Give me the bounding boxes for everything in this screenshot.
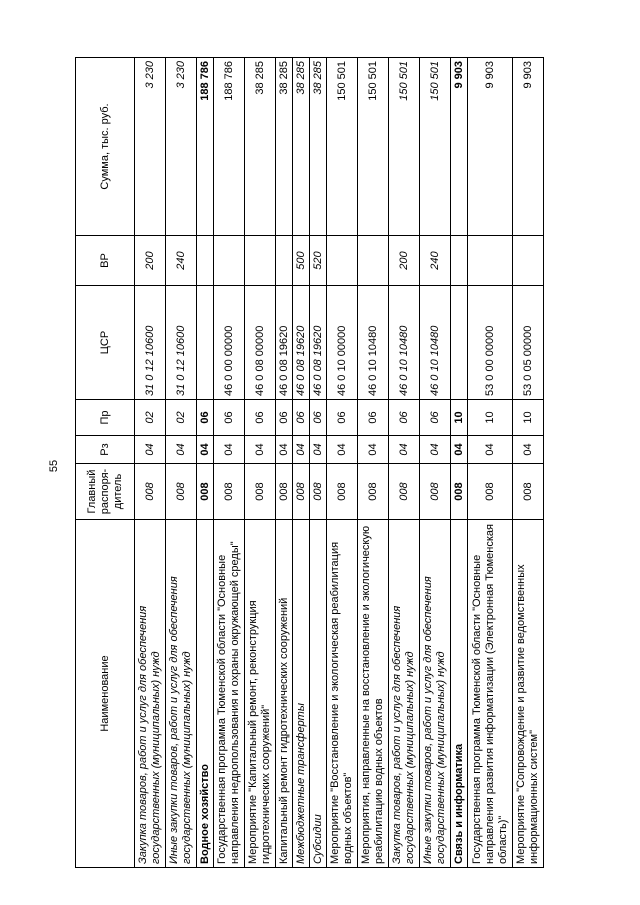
row-sum: 9 903 [468, 58, 513, 236]
row-csr: 53 0 05 00000 [513, 286, 544, 400]
row-csr: 46 0 08 19620 [276, 286, 293, 400]
row-sum: 9 903 [513, 58, 544, 236]
table-row [327, 58, 358, 868]
row-rz: 04 [513, 436, 544, 464]
row-vr [513, 236, 544, 286]
row-vr: 200 [135, 236, 166, 286]
row-name: Водное хозяйство [197, 520, 214, 868]
table-header-row [76, 58, 135, 868]
row-vr [468, 236, 513, 286]
row-rz: 04 [451, 436, 468, 464]
table-row [451, 58, 468, 868]
row-sum: 38 285 [245, 58, 276, 236]
row-rz: 04 [245, 436, 276, 464]
table-row [468, 58, 513, 868]
row-pr: 06 [276, 400, 293, 436]
table-row [276, 58, 293, 868]
row-gr: 008 [327, 464, 358, 520]
row-sum: 188 786 [197, 58, 214, 236]
header-csr: ЦСР [76, 286, 135, 400]
row-gr: 008 [197, 464, 214, 520]
row-gr: 008 [513, 464, 544, 520]
row-gr: 008 [293, 464, 310, 520]
row-pr: 06 [293, 400, 310, 436]
row-csr [451, 286, 468, 400]
row-gr: 008 [451, 464, 468, 520]
row-gr: 008 [310, 464, 327, 520]
row-pr: 10 [468, 400, 513, 436]
row-name: Государственная программа Тюменской области "Основные направления недропользования и охраны окружающей среды" [214, 520, 245, 868]
row-gr: 008 [420, 464, 451, 520]
row-pr: 06 [420, 400, 451, 436]
row-pr: 02 [166, 400, 197, 436]
row-sum: 150 501 [327, 58, 358, 236]
row-name: Межбюджетные трансферты [293, 520, 310, 868]
row-pr: 06 [197, 400, 214, 436]
row-gr: 008 [166, 464, 197, 520]
row-pr: 06 [245, 400, 276, 436]
row-pr: 06 [389, 400, 420, 436]
row-name: Закупка товаров, работ и услуг для обеспечения государственных (муниципальных) нужд [135, 520, 166, 868]
row-vr [451, 236, 468, 286]
header-rz: Рз [76, 436, 135, 464]
row-csr: 31 0 12 10600 [166, 286, 197, 400]
table-row [197, 58, 214, 868]
row-vr [276, 236, 293, 286]
header-sum: Сумма, тыс. руб. [76, 58, 135, 236]
row-csr: 46 0 10 00000 [327, 286, 358, 400]
row-sum: 38 285 [276, 58, 293, 236]
row-rz: 04 [166, 436, 197, 464]
row-sum: 3 230 [166, 58, 197, 236]
row-vr: 500 [293, 236, 310, 286]
row-pr: 10 [513, 400, 544, 436]
row-name: Государственная программа Тюменской области "Основные направления развития информатизации (Электронная Тюменская область)" [468, 520, 513, 868]
row-sum: 38 285 [293, 58, 310, 236]
table-row [513, 58, 544, 868]
row-rz: 04 [327, 436, 358, 464]
row-pr: 06 [214, 400, 245, 436]
header-vr: ВР [76, 236, 135, 286]
row-rz: 04 [276, 436, 293, 464]
row-rz: 04 [135, 436, 166, 464]
row-name: Мероприятие "Капитальный ремонт, реконструкция гидротехнических сооружений" [245, 520, 276, 868]
row-pr: 02 [135, 400, 166, 436]
row-name: Капитальный ремонт гидротехнических сооружений [276, 520, 293, 868]
table-body [135, 58, 544, 868]
row-vr: 240 [420, 236, 451, 286]
row-gr: 008 [135, 464, 166, 520]
row-name: Иные закупки товаров, работ и услуг для обеспечения государственных (муниципальных) нужд [166, 520, 197, 868]
row-rz: 04 [197, 436, 214, 464]
row-vr [245, 236, 276, 286]
row-csr: 31 0 12 10600 [135, 286, 166, 400]
row-rz: 04 [468, 436, 513, 464]
row-rz: 04 [358, 436, 389, 464]
row-rz: 04 [420, 436, 451, 464]
table-row [310, 58, 327, 868]
table-row [389, 58, 420, 868]
row-csr: 46 0 10 10480 [420, 286, 451, 400]
row-name: Мероприятия, направленные на восстановление и экологическую реабилитацию водных объектов [358, 520, 389, 868]
row-sum: 150 501 [358, 58, 389, 236]
row-gr: 008 [214, 464, 245, 520]
row-rz: 04 [293, 436, 310, 464]
row-rz: 04 [389, 436, 420, 464]
row-sum: 150 501 [389, 58, 420, 236]
row-csr [197, 286, 214, 400]
row-gr: 008 [245, 464, 276, 520]
row-csr: 53 0 00 00000 [468, 286, 513, 400]
row-pr: 10 [451, 400, 468, 436]
row-csr: 46 0 10 10480 [389, 286, 420, 400]
row-sum: 38 285 [310, 58, 327, 236]
row-vr [358, 236, 389, 286]
row-gr: 008 [276, 464, 293, 520]
row-vr [214, 236, 245, 286]
row-pr: 06 [358, 400, 389, 436]
row-vr: 520 [310, 236, 327, 286]
row-csr: 46 0 08 19620 [293, 286, 310, 400]
row-name: Закупка товаров, работ и услуг для обеспечения государственных (муниципальных) нужд [389, 520, 420, 868]
header-gr: Главный распоря-дитель [76, 464, 135, 520]
row-name: Мероприятие "Восстановление и экологическая реабилитация водных объектов" [327, 520, 358, 868]
row-csr: 46 0 10 10480 [358, 286, 389, 400]
row-sum: 150 501 [420, 58, 451, 236]
table-row [245, 58, 276, 868]
row-vr [327, 236, 358, 286]
table-row [293, 58, 310, 868]
row-rz: 04 [310, 436, 327, 464]
header-name: Наименование [76, 520, 135, 868]
row-vr: 240 [166, 236, 197, 286]
row-pr: 06 [310, 400, 327, 436]
row-vr: 200 [389, 236, 420, 286]
page-number: 55 [48, 459, 60, 473]
budget-table [75, 57, 544, 868]
row-sum: 188 786 [214, 58, 245, 236]
row-gr: 008 [468, 464, 513, 520]
budget-table-wrapper [75, 58, 565, 868]
row-sum: 3 230 [135, 58, 166, 236]
header-pr: Пр [76, 400, 135, 436]
row-name: Мероприятие "Сопровождение и развитие ведомственных информационных систем" [513, 520, 544, 868]
row-csr: 46 0 00 00000 [214, 286, 245, 400]
row-csr: 46 0 08 19620 [310, 286, 327, 400]
table-row [358, 58, 389, 868]
row-gr: 008 [358, 464, 389, 520]
row-name: Связь и информатика [451, 520, 468, 868]
table-row [166, 58, 197, 868]
row-gr: 008 [389, 464, 420, 520]
table-row [420, 58, 451, 868]
row-pr: 06 [327, 400, 358, 436]
row-name: Субсидии [310, 520, 327, 868]
row-csr: 46 0 08 00000 [245, 286, 276, 400]
row-sum: 9 903 [451, 58, 468, 236]
table-row [135, 58, 166, 868]
row-rz: 04 [214, 436, 245, 464]
row-name: Иные закупки товаров, работ и услуг для обеспечения государственных (муниципальных) нужд [420, 520, 451, 868]
row-vr [197, 236, 214, 286]
table-row [214, 58, 245, 868]
